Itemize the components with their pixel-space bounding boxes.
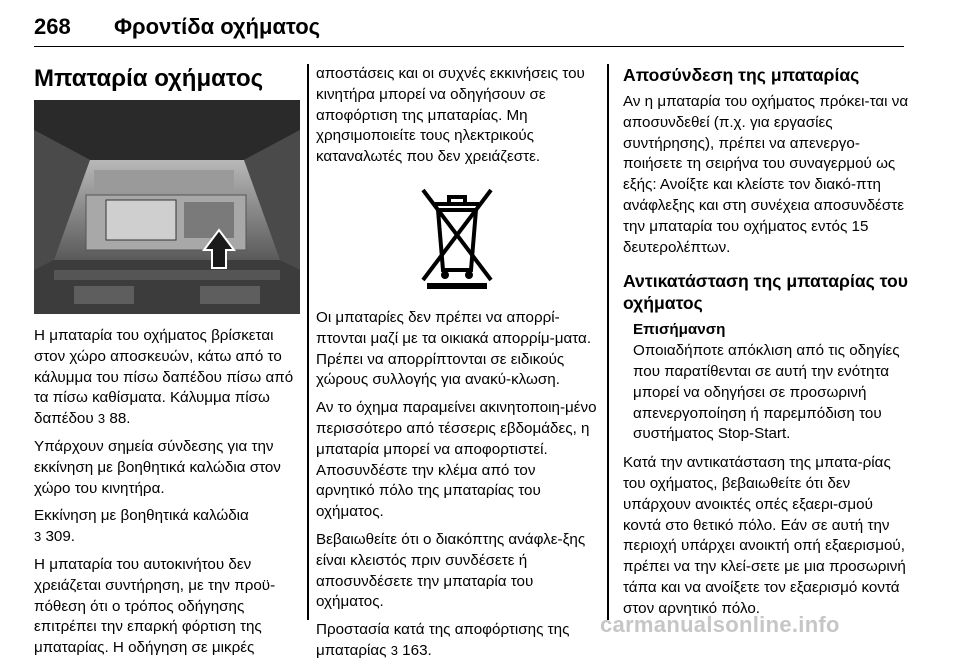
notice-text: Οποιαδήποτε απόκλιση από τις οδηγίες που παρατίθενται σε αυτή την ενότητα μπορεί να οδηγήσει σε προσωρινή απενεργοποίηση ή παρεμπόδιση του συστήματος Stop-Start. [633,342,900,443]
paragraph: αποστάσεις και οι συχνές εκκινήσεις του κινητήρα μπορεί να οδηγήσουν σε αποφόρτιση της μπαταρίας. Μη χρησιμοποιείτε τους ηλεκτρικούς καταναλωτές που δεν χρειάζεστε. [316,65,585,166]
crossed-out-wheelie-bin-icon [417,182,497,290]
paragraph: Υπάρχουν σημεία σύνδεσης για την εκκίνηση με βοηθητικά καλώδια στον χώρο του κινητήρα. [34,437,281,497]
reference-arrow-icon: 3 [34,529,42,545]
column-left [34,64,302,666]
paragraph: Η μπαταρία του αυτοκινήτου δεν χρειάζεται συντήρηση, με την προϋ‐πόθεση ότι ο τρόπος οδήγησης επιτρέπει την επαρκή φόρτιση της μπαταρίας. Η οδήγηση σε μικρές [34,555,276,657]
reference-arrow-icon: 3 [97,411,106,427]
paragraph: Αν το όχημα παραμείνει ακινητοποιη‐μένο περισσότερο από τέσσερις εβδομάδες, η μπαταρία μπορεί να αποφορτιστεί. Αποσυνδέστε την κλέμα από τον αρνητικό πόλο της μπαταρίας του οχήματος. [316,399,597,521]
paragraph: Εκκίνηση με βοηθητικά καλώδια 3 309. [34,507,249,546]
reference-arrow-icon: 3 [390,642,398,658]
watermark: carmanualsonline.info [600,612,840,637]
column-middle [316,64,598,669]
notice-box [633,320,909,445]
column-right [623,64,909,627]
page-header [34,14,904,47]
section-title: Μπαταρία οχήματος [34,65,264,92]
paragraph: Οι μπαταρίες δεν πρέπει να απορρί‐πτονται μαζί με τα οικιακά απορρίμ‐ματα. Πρέπει να απορρίπτονται σε ειδικούς χώρους συλλογής για ανακύ‐κλωση. [316,308,592,389]
column-divider-2 [607,64,609,620]
paragraph: Η μπαταρία του οχήματος βρίσκεται στον χώρο αποσκευών, κάτω από το κάλυμμα του πίσω δαπέδου πίσω από τα πίσω καθίσματα. Κάλυμμα πίσω δαπέδου 3 88. [34,327,294,428]
subsection-title: Αντικατάσταση της μπαταρίας του οχήματος [623,271,909,314]
chapter-title: Φροντίδα οχήματος [114,14,321,39]
subsection-title: Αποσύνδεση της μπαταρίας [623,65,860,85]
paragraph: Προστασία κατά της αποφόρτισης της μπαταρίας 3 163. [316,621,570,659]
page-number: 268 [34,14,71,39]
column-divider-1 [307,64,309,620]
paragraph: Βεβαιωθείτε ότι ο διακόπτης ανάφλε‐ξης είναι κλειστός πριν συνδέσετε ή αποσυνδέσετε την μπαταρία του οχήματος. [316,530,586,611]
paragraph: Κατά την αντικατάσταση της μπατα‐ρίας του οχήματος, βεβαιωθείτε ότι δεν υπάρχουν ανοικτές οπές εξαερι‐σμού κοντά στο θετικό πόλο. Εάν σε αυτή την περιοχή υπάρχει ανοικτή οπή εξαερισμού, πρέπει να την κλεί‐σετε με μια προσωρινή τάπα και να ανοίξετε τον εξαερισμό κοντά στον αρνητικό πόλο. [623,454,906,617]
paragraph: Αν η μπαταρία του οχήματος πρόκει‐ται να αποσυνδεθεί (π.χ. για εργασίες συντήρησης), πρέπει να απενεργο‐ποιήσετε τη σειρήνα του συναγερμού ως εξής: Ανοίξτε και κλείστε τον διακό‐πτη ανάφλεξης και στη συνέχεια αποσυνδέστε την μπαταρία του οχήματος εντός 15 δευτερολέπτων. [623,93,909,256]
notice-title: Επισήμανση [633,321,726,339]
battery-location-photo [34,100,300,314]
